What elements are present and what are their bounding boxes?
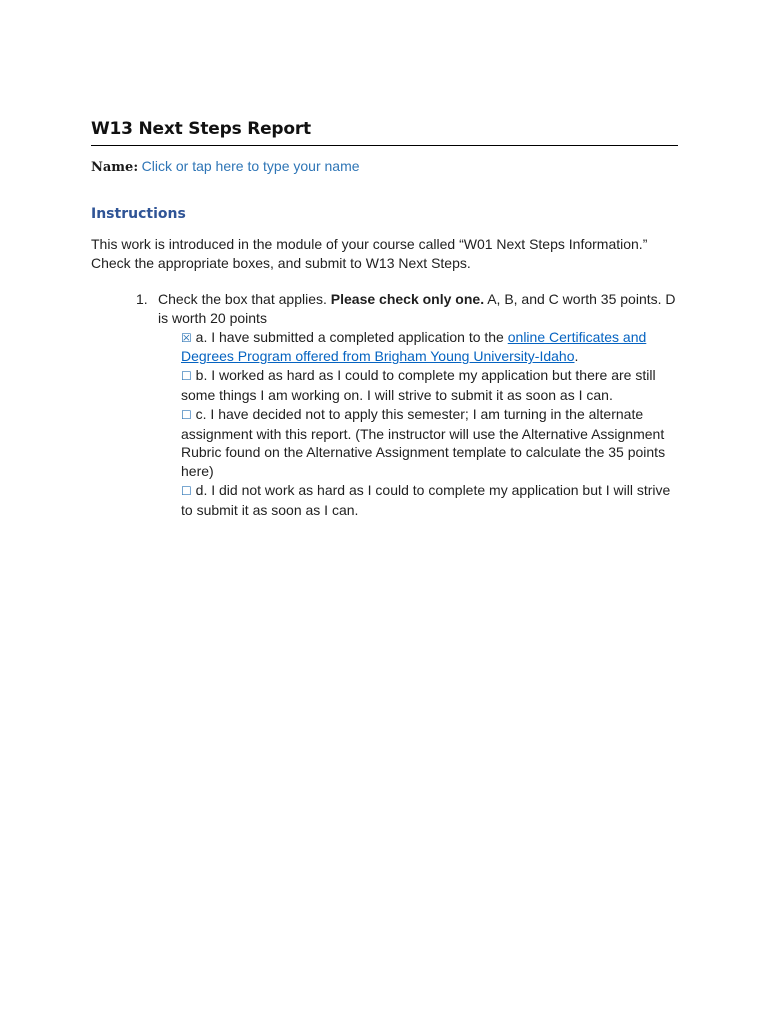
option-c xyxy=(181,405,678,481)
checkbox-option-a[interactable]: ☒ xyxy=(181,330,192,345)
list-prompt xyxy=(158,290,678,328)
name-row xyxy=(91,157,678,177)
list-item xyxy=(158,290,678,520)
name-label: Name: xyxy=(91,160,139,175)
checkbox-option-d[interactable]: ☐ xyxy=(181,483,192,498)
prompt-emphasis: Please check only one. xyxy=(330,291,485,307)
name-field[interactable]: Click or tap here to type your name xyxy=(141,158,360,174)
option-a xyxy=(181,328,678,367)
option-a-text: a. I have submitted a completed application to the xyxy=(191,328,508,345)
byui-program-link[interactable]: online Certificates and Degrees Program offered from Brigham Young University-Idaho xyxy=(181,328,647,365)
option-b xyxy=(181,366,678,405)
option-d-text: d. I did not work as hard as I could to complete my application but I will strive to submit it as soon as I can. xyxy=(181,481,671,518)
document-page xyxy=(91,117,678,520)
prompt-text: Check the box that applies. xyxy=(158,291,331,307)
intro-line-2: Check the appropriate boxes, and submit to W13 Next Steps. xyxy=(91,255,471,271)
prompt-points: A, B, and C worth 35 points. D is worth 20 points xyxy=(158,291,676,326)
intro-line-1: This work is introduced in the module of your course called “W01 Next Steps Information.” xyxy=(91,236,648,252)
intro-paragraph xyxy=(91,235,678,273)
instructions-heading: Instructions xyxy=(91,206,186,222)
document-title: W13 Next Steps Report xyxy=(91,117,678,146)
option-b-text: b. I worked as hard as I could to complete my application but there are still some things I am working on. I will strive to submit it as soon as I can. xyxy=(181,367,656,403)
checkbox-option-b[interactable]: ☐ xyxy=(181,369,192,384)
options-list xyxy=(181,328,678,520)
option-a-end: . xyxy=(574,348,579,365)
list-number: 1. xyxy=(136,291,148,307)
numbered-list xyxy=(91,290,678,520)
checkbox-option-c[interactable]: ☐ xyxy=(181,407,192,422)
option-d xyxy=(181,481,678,520)
option-c-text: c. I have decided not to apply this semester; I am turning in the alternate assignment with this report. (The instructor will use the Alternative Assignment Rubric found on the Alternative Assignment template to calculate the 35 points here) xyxy=(181,405,666,480)
